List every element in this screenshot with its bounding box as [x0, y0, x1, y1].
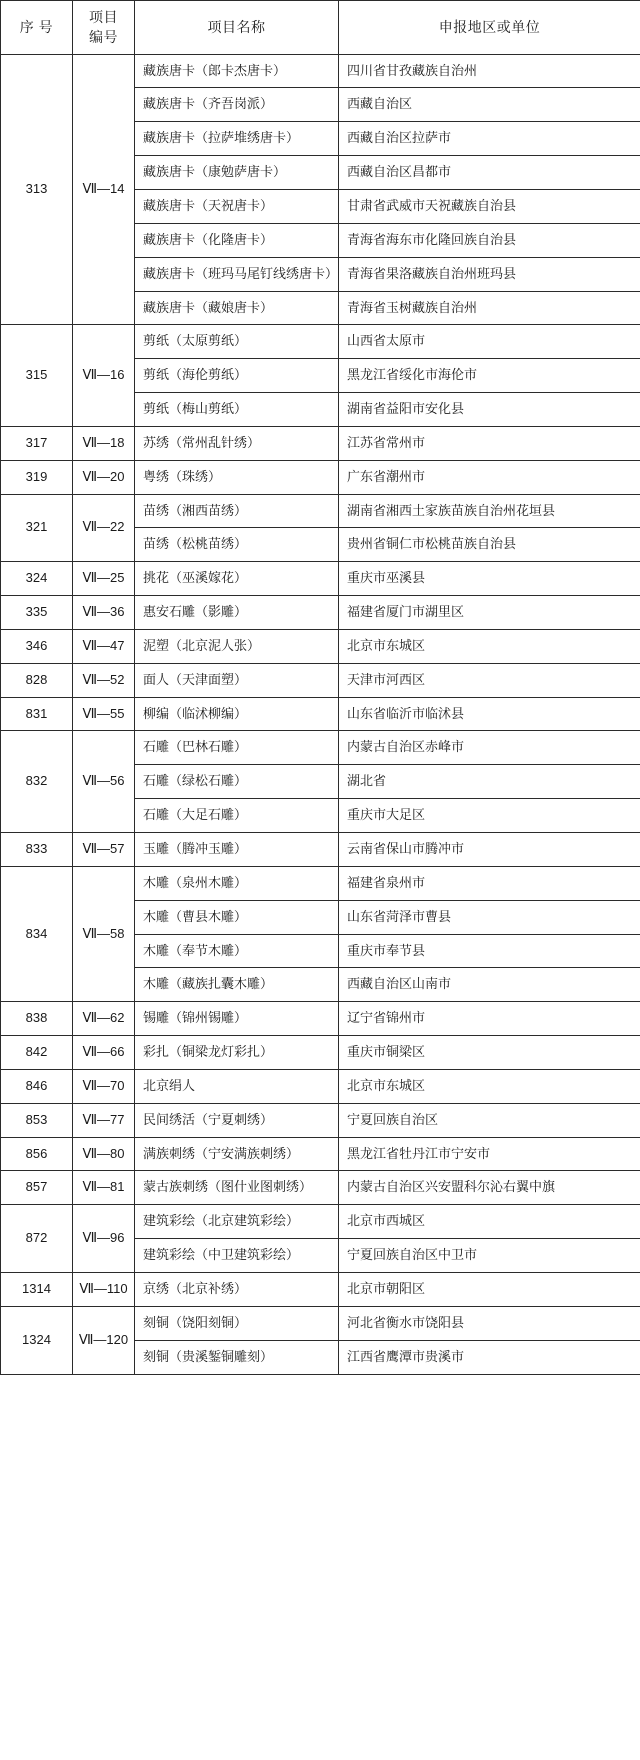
cell-sequence: 853 — [1, 1103, 73, 1137]
table-row — [1, 1137, 640, 1171]
cell-project-name: 锡雕（锦州锡雕） — [135, 1002, 339, 1036]
table-row — [1, 562, 640, 596]
cell-project-name: 藏族唐卡（郎卡杰唐卡） — [135, 54, 339, 88]
cell-project-name: 木雕（泉州木雕） — [135, 866, 339, 900]
cell-project-code: Ⅶ—14 — [73, 54, 135, 325]
cell-project-name: 蒙古族刺绣（图什业图刺绣） — [135, 1171, 339, 1205]
table-row — [1, 54, 640, 88]
cell-region: 重庆市巫溪县 — [339, 562, 640, 596]
cell-project-name: 藏族唐卡（化隆唐卡） — [135, 223, 339, 257]
cell-region: 宁夏回族自治区中卫市 — [339, 1239, 640, 1273]
cell-project-name: 惠安石雕（影雕） — [135, 596, 339, 630]
table-row — [1, 1069, 640, 1103]
cell-sequence: 838 — [1, 1002, 73, 1036]
cell-project-name: 剪纸（海伦剪纸） — [135, 359, 339, 393]
cell-project-code: Ⅶ—110 — [73, 1272, 135, 1306]
cell-region: 湖南省湘西土家族苗族自治州花垣县 — [339, 494, 640, 528]
table-header — [1, 1, 640, 55]
table-row — [1, 460, 640, 494]
cell-project-name: 柳编（临沭柳编） — [135, 697, 339, 731]
cell-sequence: 313 — [1, 54, 73, 325]
cell-region: 山东省菏泽市曹县 — [339, 900, 640, 934]
cell-project-code: Ⅶ—96 — [73, 1205, 135, 1273]
cell-sequence: 324 — [1, 562, 73, 596]
cell-sequence: 832 — [1, 731, 73, 833]
cell-project-name: 剪纸（太原剪纸） — [135, 325, 339, 359]
cell-project-code: Ⅶ—56 — [73, 731, 135, 833]
cell-region: 西藏自治区昌都市 — [339, 156, 640, 190]
table-row — [1, 1002, 640, 1036]
cell-project-code: Ⅶ—47 — [73, 629, 135, 663]
cell-project-name: 木雕（奉节木雕） — [135, 934, 339, 968]
table-row — [1, 866, 640, 900]
cell-project-code: Ⅶ—77 — [73, 1103, 135, 1137]
cell-sequence: 321 — [1, 494, 73, 562]
cell-project-code: Ⅶ—120 — [73, 1306, 135, 1374]
table-row — [1, 663, 640, 697]
cell-project-code: Ⅶ—36 — [73, 596, 135, 630]
table-row — [1, 697, 640, 731]
cell-project-name: 京绣（北京补绣） — [135, 1272, 339, 1306]
cell-region: 青海省果洛藏族自治州班玛县 — [339, 257, 640, 291]
column-header-project-name: 项目名称 — [135, 1, 339, 55]
cell-project-name: 藏族唐卡（齐吾岗派） — [135, 88, 339, 122]
cell-region: 四川省甘孜藏族自治州 — [339, 54, 640, 88]
cell-region: 山东省临沂市临沭县 — [339, 697, 640, 731]
cell-region: 湖南省益阳市安化县 — [339, 393, 640, 427]
table-body — [1, 54, 640, 1374]
cell-region: 黑龙江省牡丹江市宁安市 — [339, 1137, 640, 1171]
cell-region: 重庆市铜梁区 — [339, 1036, 640, 1070]
cell-sequence: 842 — [1, 1036, 73, 1070]
table-row — [1, 833, 640, 867]
cell-region: 天津市河西区 — [339, 663, 640, 697]
cell-region: 黑龙江省绥化市海伦市 — [339, 359, 640, 393]
cell-project-name: 面人（天津面塑） — [135, 663, 339, 697]
cell-project-name: 建筑彩绘（北京建筑彩绘） — [135, 1205, 339, 1239]
cell-region: 云南省保山市腾冲市 — [339, 833, 640, 867]
cell-region: 西藏自治区拉萨市 — [339, 122, 640, 156]
cell-region: 江苏省常州市 — [339, 426, 640, 460]
cell-sequence: 833 — [1, 833, 73, 867]
cell-project-name: 藏族唐卡（康勉萨唐卡） — [135, 156, 339, 190]
cell-project-code: Ⅶ—55 — [73, 697, 135, 731]
cell-project-code: Ⅶ—52 — [73, 663, 135, 697]
cell-region: 重庆市大足区 — [339, 799, 640, 833]
cell-region: 河北省衡水市饶阳县 — [339, 1306, 640, 1340]
cell-region: 福建省厦门市湖里区 — [339, 596, 640, 630]
cell-region: 江西省鹰潭市贵溪市 — [339, 1340, 640, 1374]
cell-region: 西藏自治区山南市 — [339, 968, 640, 1002]
cell-region: 福建省泉州市 — [339, 866, 640, 900]
cell-project-code: Ⅶ—58 — [73, 866, 135, 1001]
cell-project-code: Ⅶ—70 — [73, 1069, 135, 1103]
cell-region: 广东省潮州市 — [339, 460, 640, 494]
cell-project-name: 藏族唐卡（天祝唐卡） — [135, 189, 339, 223]
cell-project-name: 藏族唐卡（藏娘唐卡） — [135, 291, 339, 325]
column-header-region: 申报地区或单位 — [339, 1, 640, 55]
cell-project-name: 满族刺绣（宁安满族刺绣） — [135, 1137, 339, 1171]
cell-project-name: 苗绣（湘西苗绣） — [135, 494, 339, 528]
table-row — [1, 629, 640, 663]
cell-project-name: 泥塑（北京泥人张） — [135, 629, 339, 663]
cell-project-name: 北京绢人 — [135, 1069, 339, 1103]
cell-project-name: 民间绣活（宁夏刺绣） — [135, 1103, 339, 1137]
cell-sequence: 828 — [1, 663, 73, 697]
cell-region: 重庆市奉节县 — [339, 934, 640, 968]
cell-project-name: 石雕（大足石雕） — [135, 799, 339, 833]
cell-project-code: Ⅶ—80 — [73, 1137, 135, 1171]
cell-region: 西藏自治区 — [339, 88, 640, 122]
cell-region: 山西省太原市 — [339, 325, 640, 359]
table-row — [1, 325, 640, 359]
cell-project-code: Ⅶ—62 — [73, 1002, 135, 1036]
table-row — [1, 426, 640, 460]
table-row — [1, 596, 640, 630]
cell-project-code: Ⅶ—81 — [73, 1171, 135, 1205]
table-row — [1, 1205, 640, 1239]
table-row — [1, 1103, 640, 1137]
table-row — [1, 1036, 640, 1070]
cell-region: 北京市朝阳区 — [339, 1272, 640, 1306]
cell-region: 内蒙古自治区兴安盟科尔沁右翼中旗 — [339, 1171, 640, 1205]
table-row — [1, 494, 640, 528]
cell-project-name: 石雕（巴林石雕） — [135, 731, 339, 765]
cell-region: 辽宁省锦州市 — [339, 1002, 640, 1036]
cell-project-name: 建筑彩绘（中卫建筑彩绘） — [135, 1239, 339, 1273]
cell-project-code: Ⅶ—66 — [73, 1036, 135, 1070]
cell-project-code: Ⅶ—57 — [73, 833, 135, 867]
cell-project-name: 玉雕（腾冲玉雕） — [135, 833, 339, 867]
cell-project-name: 藏族唐卡（拉萨堆绣唐卡） — [135, 122, 339, 156]
cell-project-name: 木雕（曹县木雕） — [135, 900, 339, 934]
cell-project-name: 剪纸（梅山剪纸） — [135, 393, 339, 427]
cell-region: 北京市东城区 — [339, 1069, 640, 1103]
cell-sequence: 831 — [1, 697, 73, 731]
column-header-sequence: 序 号 — [1, 1, 73, 55]
column-header-project-code — [73, 1, 135, 55]
cell-sequence: 1324 — [1, 1306, 73, 1374]
cell-project-code: Ⅶ—20 — [73, 460, 135, 494]
cell-sequence: 1314 — [1, 1272, 73, 1306]
cell-sequence: 346 — [1, 629, 73, 663]
cell-project-name: 彩扎（铜梁龙灯彩扎） — [135, 1036, 339, 1070]
cell-sequence: 857 — [1, 1171, 73, 1205]
cell-region: 青海省玉树藏族自治州 — [339, 291, 640, 325]
table-row — [1, 1171, 640, 1205]
table-row — [1, 731, 640, 765]
cell-region: 内蒙古自治区赤峰市 — [339, 731, 640, 765]
column-header-project-code-line2: 编号 — [89, 29, 118, 46]
table-row — [1, 1272, 640, 1306]
cell-project-name: 苗绣（松桃苗绣） — [135, 528, 339, 562]
column-header-project-code-line1: 项目 — [89, 9, 118, 25]
cell-project-name: 石雕（绿松石雕） — [135, 765, 339, 799]
cell-region: 甘肃省武威市天祝藏族自治县 — [339, 189, 640, 223]
cell-sequence: 335 — [1, 596, 73, 630]
table-header-row — [1, 1, 640, 55]
cell-project-code: Ⅶ—16 — [73, 325, 135, 427]
cell-project-code: Ⅶ—22 — [73, 494, 135, 562]
cell-sequence: 319 — [1, 460, 73, 494]
table-row — [1, 1306, 640, 1340]
cell-sequence: 317 — [1, 426, 73, 460]
cell-project-name: 刻铜（贵溪錾铜雕刻） — [135, 1340, 339, 1374]
cell-region: 青海省海东市化隆回族自治县 — [339, 223, 640, 257]
cell-region: 贵州省铜仁市松桃苗族自治县 — [339, 528, 640, 562]
cell-region: 湖北省 — [339, 765, 640, 799]
cell-region: 北京市西城区 — [339, 1205, 640, 1239]
cell-sequence: 856 — [1, 1137, 73, 1171]
cell-project-name: 粤绣（珠绣） — [135, 460, 339, 494]
cell-project-name: 藏族唐卡（班玛马尾钉线绣唐卡） — [135, 257, 339, 291]
cell-project-name: 苏绣（常州乱针绣） — [135, 426, 339, 460]
cell-sequence: 846 — [1, 1069, 73, 1103]
cell-sequence: 315 — [1, 325, 73, 427]
cell-project-name: 刻铜（饶阳刻铜） — [135, 1306, 339, 1340]
cell-sequence: 834 — [1, 866, 73, 1001]
cell-region: 宁夏回族自治区 — [339, 1103, 640, 1137]
cell-project-name: 挑花（巫溪嫁花） — [135, 562, 339, 596]
cell-sequence: 872 — [1, 1205, 73, 1273]
cell-project-code: Ⅶ—25 — [73, 562, 135, 596]
cell-project-code: Ⅶ—18 — [73, 426, 135, 460]
cell-region: 北京市东城区 — [339, 629, 640, 663]
cell-project-name: 木雕（藏族扎囊木雕） — [135, 968, 339, 1002]
